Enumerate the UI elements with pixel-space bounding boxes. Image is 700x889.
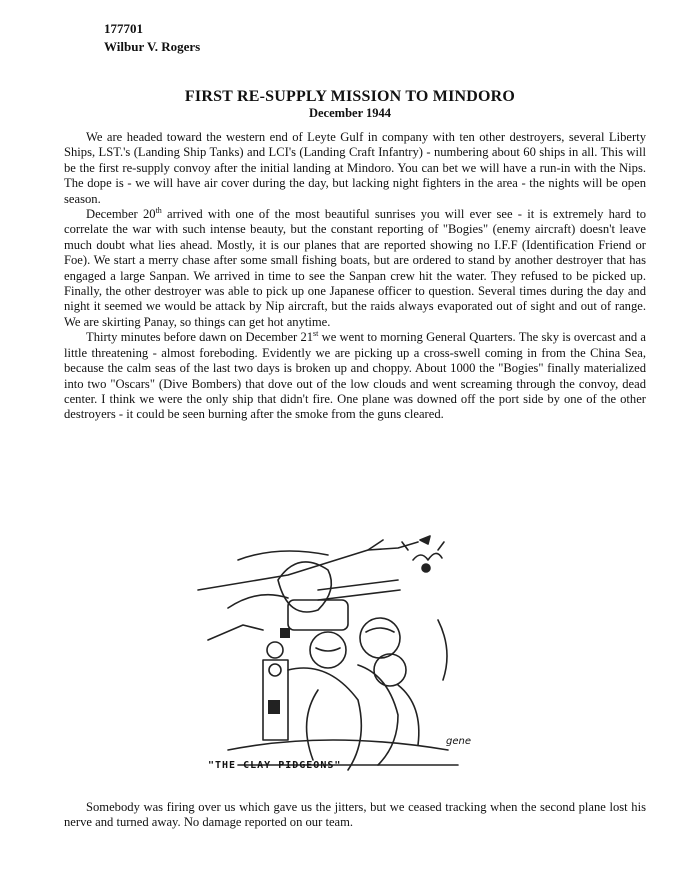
paragraph-1: We are headed toward the western end of Leyte Gulf in company with ten other destroyers, several Liberty Ships, LST.'s (Landing Ship Tanks) and LCI's (Landing Craft Infantry) - numbering about 60 ships in all. This will be the first re-supply convoy after the initial landing at Mindoro. You can bet we will have a run-in with the Nips. The dope is - we will have air cover during the day, but lacking night fighters in the area - the nights will be open season. <box>64 130 646 206</box>
document-date: December 1944 <box>308 106 392 120</box>
illustration-caption: "THE CLAY PIDGEONS" <box>208 760 342 771</box>
author-name: Wilbur V. Rogers <box>104 39 201 54</box>
paragraph-2: December 20th arrived with one of the most beautiful sunrises you will ever see - it is extremely hard to correlate the war with such intense beauty, but the constant reporting of "Bogies" (enemy aircraft) doesn't leave much doubt what lies ahead. Mostly, it is our planes that are reported showing no I.F.F (Identification Friend or Foe). We start a merry chase after some small fishing boats, but are ordered to stand by another destroyer that has engaged a large Sanpan. We arrived in time to see the Sanpan crew hit the water. They refused to be picked up. Finally, the other destroyer was able to pick up one Japanese officer to question. Several times during the day and night it seemed we would be attack by Nip aircraft, but the raids always evaporated out of sight and out of range. We are skirting Panay, so things can get hot anytime. <box>64 205 647 329</box>
closing-text <box>64 800 646 831</box>
document-id: 177701 <box>104 21 143 36</box>
artist-signature: gene <box>446 736 471 747</box>
body-text <box>64 130 646 423</box>
document-title: FIRST RE-SUPPLY MISSION TO MINDORO <box>184 88 516 105</box>
paragraph-3: Thirty minutes before dawn on December 21st we went to morning General Quarters. The sky is overcast and a little threatening - almost foreboding. Evidently we are picking up a cross-swell coming in from the China Sea, because the calm seas of the last two days is broken up and choppy. About 1000 the "Bogies" finally materialized into two "Oscars" (Dive Bombers) that dove out of the low clouds and went screaming through the convoy, dead center. I think we were the only ship that didn't fire. One plane was downed off the port side by one of the other destroyers - it could be seen burning after the smoke from the guns cleared. <box>64 329 646 422</box>
paragraph-4: Somebody was firing over us which gave us the jitters, but we ceased tracking when the second plane lost his nerve and turned away. No damage reported on our team. <box>64 800 646 830</box>
